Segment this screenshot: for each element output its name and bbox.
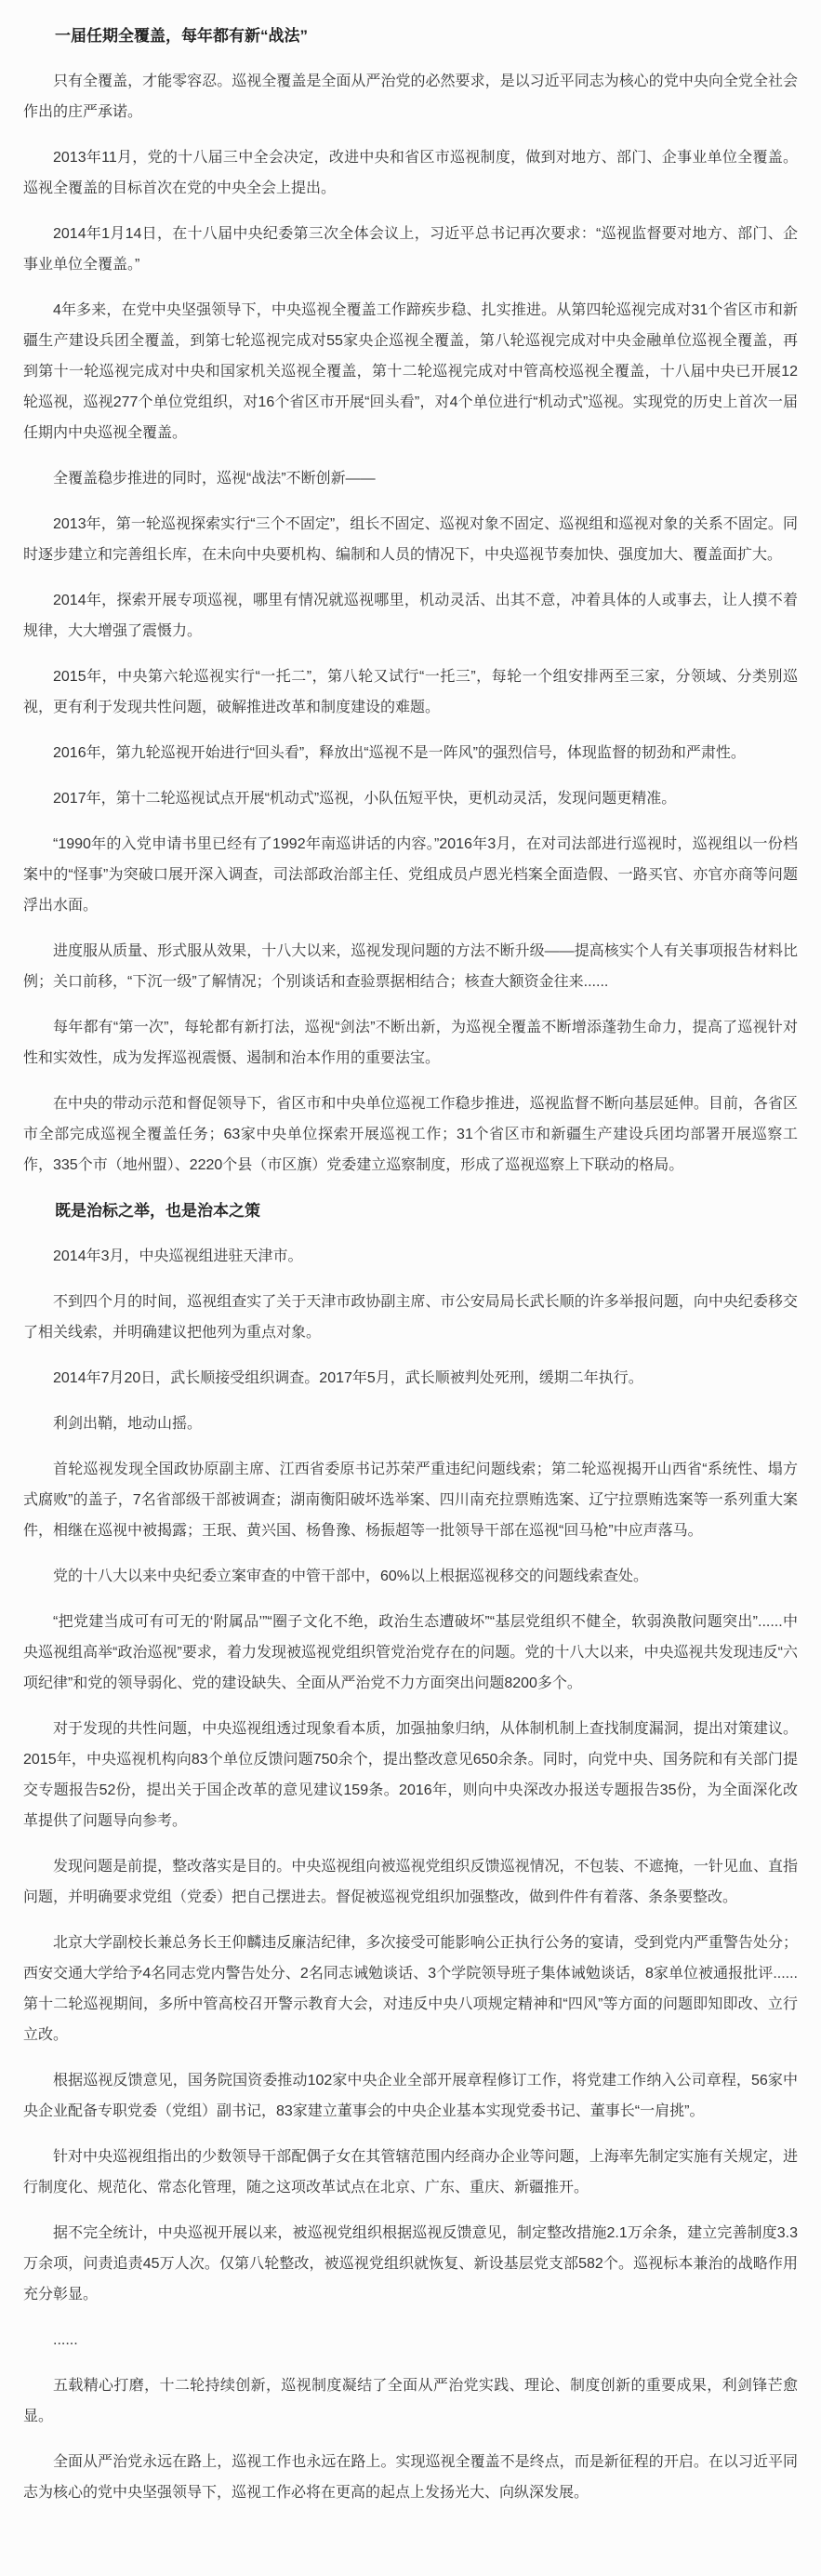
article-paragraph: 在中央的带动示范和督促领导下，省区市和中央单位巡视工作稳步推进，巡视监督不断向基层延伸。目前，各省区市全部完成巡视全覆盖任务；63家中央单位探索开展巡视工作；31个省区市和新疆生产建设兵团均部署开展巡察工作，335个市（地州盟）、2220个县（市区旗）党委建立巡察制度，形成了巡视巡察上下联动的格局。 <box>23 1096 798 1173</box>
article-paragraph: 五载精心打磨，十二轮持续创新，巡视制度凝结了全面从严治党实践、理论、制度创新的重要成果，利剑锋芒愈显。 <box>23 2378 798 2424</box>
article-paragraph: 全覆盖稳步推进的同时，巡视“战法”不断创新—— <box>53 471 376 487</box>
article-paragraph: 进度服从质量、形式服从效果，十八大以来，巡视发现问题的方法不断升级——提高核实个人有关事项报告材料比例；关口前移，“下沉一级”了解情况；个别谈话和查验票据相结合；核查大额资金往来...... <box>23 943 798 990</box>
article-paragraph: 2014年3月，中央巡视组进驻天津市。 <box>53 1248 303 1264</box>
article-paragraph: 每年都有“第一次”，每轮都有新打法，巡视“剑法”不断出新，为巡视全覆盖不断增添蓬勃生命力，提高了巡视针对性和实效性，成为发挥巡视震慑、遏制和治本作用的重要法宝。 <box>23 1020 798 1066</box>
article-paragraph: 针对中央巡视组指出的少数领导干部配偶子女在其管辖范围内经商办企业等问题，上海率先制定实施有关规定，进行制度化、规范化、常态化管理，随之这项改革试点在北京、广东、重庆、新疆推开。 <box>23 2149 798 2196</box>
article-paragraph: 党的十八大以来中央纪委立案审查的中管干部中，60%以上根据巡视移交的问题线索查处。 <box>53 1568 649 1584</box>
article-paragraph: 北京大学副校长兼总务长王仰麟违反廉洁纪律，多次接受可能影响公正执行公务的宴请，受到党内严重警告处分；西安交通大学给予4名同志党内警告处分、2名同志诫勉谈话、3个学院领导班子集体诫勉谈话，8家单位被通报批评......第十二轮巡视期间，多所中管高校召开警示教育大会，对违反中央八项规定精神和“四风”等方面的问题即知即改、立行立改。 <box>23 1935 798 2043</box>
section-heading: 一届任期全覆盖，每年都有新“战法” <box>55 27 308 45</box>
article-paragraph: 发现问题是前提，整改落实是目的。中央巡视组向被巡视党组织反馈巡视情况，不包装、不遮掩，一针见血、直指问题，并明确要求党组（党委）把自己摆进去。督促被巡视党组织加强整改，做到件件有着落、条条要整改。 <box>23 1859 798 1905</box>
article-paragraph: “把党建当成可有可无的‘附属品’”“圈子文化不绝，政治生态遭破坏”“基层党组织不健全，软弱涣散问题突出”......中央巡视组高举“政治巡视”要求，着力发现被巡视党组织管党治党存在的问题。党的十八大以来，中央巡视共发现违反“六项纪律”和党的领导弱化、党的建设缺失、全面从严治党不力方面突出问题8200多个。 <box>23 1614 798 1691</box>
article-paragraph: 2015年，中央第六轮巡视实行“一托二”，第八轮又试行“一托三”，每轮一个组安排两至三家，分领域、分类别巡视，更有利于发现共性问题，破解推进改革和制度建设的难题。 <box>23 669 798 715</box>
article-paragraph: 4年多来，在党中央坚强领导下，中央巡视全覆盖工作蹄疾步稳、扎实推进。从第四轮巡视完成对31个省区市和新疆生产建设兵团全覆盖，到第七轮巡视完成对55家央企巡视全覆盖，第八轮巡视完成对中央金融单位巡视全覆盖，再到第十一轮巡视完成对中央和国家机关巡视全覆盖，第十二轮巡视完成对中管高校巡视全覆盖，十八届中央已开展12轮巡视，巡视277个单位党组织，对16个省区市开展“回头看”，对4个单位进行“机动式”巡视。实现党的历史上首次一届任期内中央巡视全覆盖。 <box>23 302 798 441</box>
article-paragraph: 2014年1月14日，在十八届中央纪委第三次全体会议上，习近平总书记再次要求：“巡视监督要对地方、部门、企事业单位全覆盖。” <box>23 226 798 273</box>
article-paragraph: “1990年的入党申请书里已经有了1992年南巡讲话的内容。”2016年3月，在对司法部进行巡视时，巡视组以一份档案中的“怪事”为突破口展开深入调查，司法部政治部主任、党组成员卢恩光档案全面造假、一路买官、亦官亦商等问题浮出水面。 <box>23 836 798 914</box>
article-paragraph: 2014年7月20日，武长顺接受组织调查。2017年5月，武长顺被判处死刑，缓期二年执行。 <box>53 1370 643 1386</box>
article-paragraph: 不到四个月的时间，巡视组查实了关于天津市政协副主席、市公安局局长武长顺的许多举报问题，向中央纪委移交了相关线索，并明确建议把他列为重点对象。 <box>23 1294 798 1341</box>
article-paragraph: 首轮巡视发现全国政协原副主席、江西省委原书记苏荣严重违纪问题线索；第二轮巡视揭开山西省“系统性、塌方式腐败”的盖子，7名省部级干部被调查；湖南衡阳破坏选举案、四川南充拉票贿选案、辽宁拉票贿选案等一系列重大案件，相继在巡视中被揭露；王珉、黄兴国、杨鲁豫、杨振超等一批领导干部在巡视“回马枪”中应声落马。 <box>23 1462 798 1539</box>
article-paragraph: 据不完全统计，中央巡视开展以来，被巡视党组织根据巡视反馈意见，制定整改措施2.1万余条，建立完善制度3.3万余项，问责追责45万人次。仅第八轮整改，被巡视党组织就恢复、新设基层党支部582个。巡视标本兼治的战略作用充分彰显。 <box>23 2225 798 2302</box>
section-heading: 既是治标之举，也是治本之策 <box>55 1202 260 1220</box>
article-paragraph: 利剑出鞘，地动山摇。 <box>53 1416 203 1432</box>
article-paragraph: 2017年，第十二轮巡视试点开展“机动式”巡视，小队伍短平快，更机动灵活，发现问题更精准。 <box>53 791 677 807</box>
article-paragraph: 全面从严治党永远在路上，巡视工作也永远在路上。实现巡视全覆盖不是终点，而是新征程的开启。在以习近平同志为核心的党中央坚强领导下，巡视工作必将在更高的起点上发扬光大、向纵深发展。 <box>23 2454 798 2501</box>
article-paragraph: 2013年，第一轮巡视探索实行“三个不固定”，组长不固定、巡视对象不固定、巡视组和巡视对象的关系不固定。同时逐步建立和完善组长库，在未向中央要机构、编制和人员的情况下，中央巡视节奏加快、强度加大、覆盖面扩大。 <box>23 516 798 563</box>
article-paragraph: 2014年，探索开展专项巡视，哪里有情况就巡视哪里，机动灵活、出其不意，冲着具体的人或事去，让人摸不着规律，大大增强了震慑力。 <box>23 593 798 639</box>
article-paragraph: 2013年11月，党的十八届三中全会决定，改进中央和省区市巡视制度，做到对地方、部门、企事业单位全覆盖。巡视全覆盖的目标首次在党的中央全会上提出。 <box>23 150 798 196</box>
article-paragraph: ...... <box>53 2332 78 2348</box>
article-paragraph: 只有全覆盖，才能零容忍。巡视全覆盖是全面从严治党的必然要求，是以习近平同志为核心的党中央向全党全社会作出的庄严承诺。 <box>23 73 798 120</box>
article-paragraph: 根据巡视反馈意见，国务院国资委推动102家中央企业全部开展章程修订工作，将党建工作纳入公司章程，56家中央企业配备专职党委（党组）副书记，83家建立董事会的中央企业基本实现党委书记、董事长“一肩挑”。 <box>23 2073 798 2119</box>
article-paragraph: 对于发现的共性问题，中央巡视组透过现象看本质，加强抽象归纳，从体制机制上查找制度漏洞，提出对策建议。2015年，中央巡视机构向83个单位反馈问题750余个，提出整改意见650余条。同时，向党中央、国务院和有关部门提交专题报告52份，提出关于国企改革的意见建议159条。2016年，则向中央深改办报送专题报告35份，为全面深化改革提供了问题导向参考。 <box>23 1721 798 1829</box>
article-paragraph: 2016年，第九轮巡视开始进行“回头看”，释放出“巡视不是一阵风”的强烈信号，体现监督的韧劲和严肃性。 <box>53 745 746 761</box>
